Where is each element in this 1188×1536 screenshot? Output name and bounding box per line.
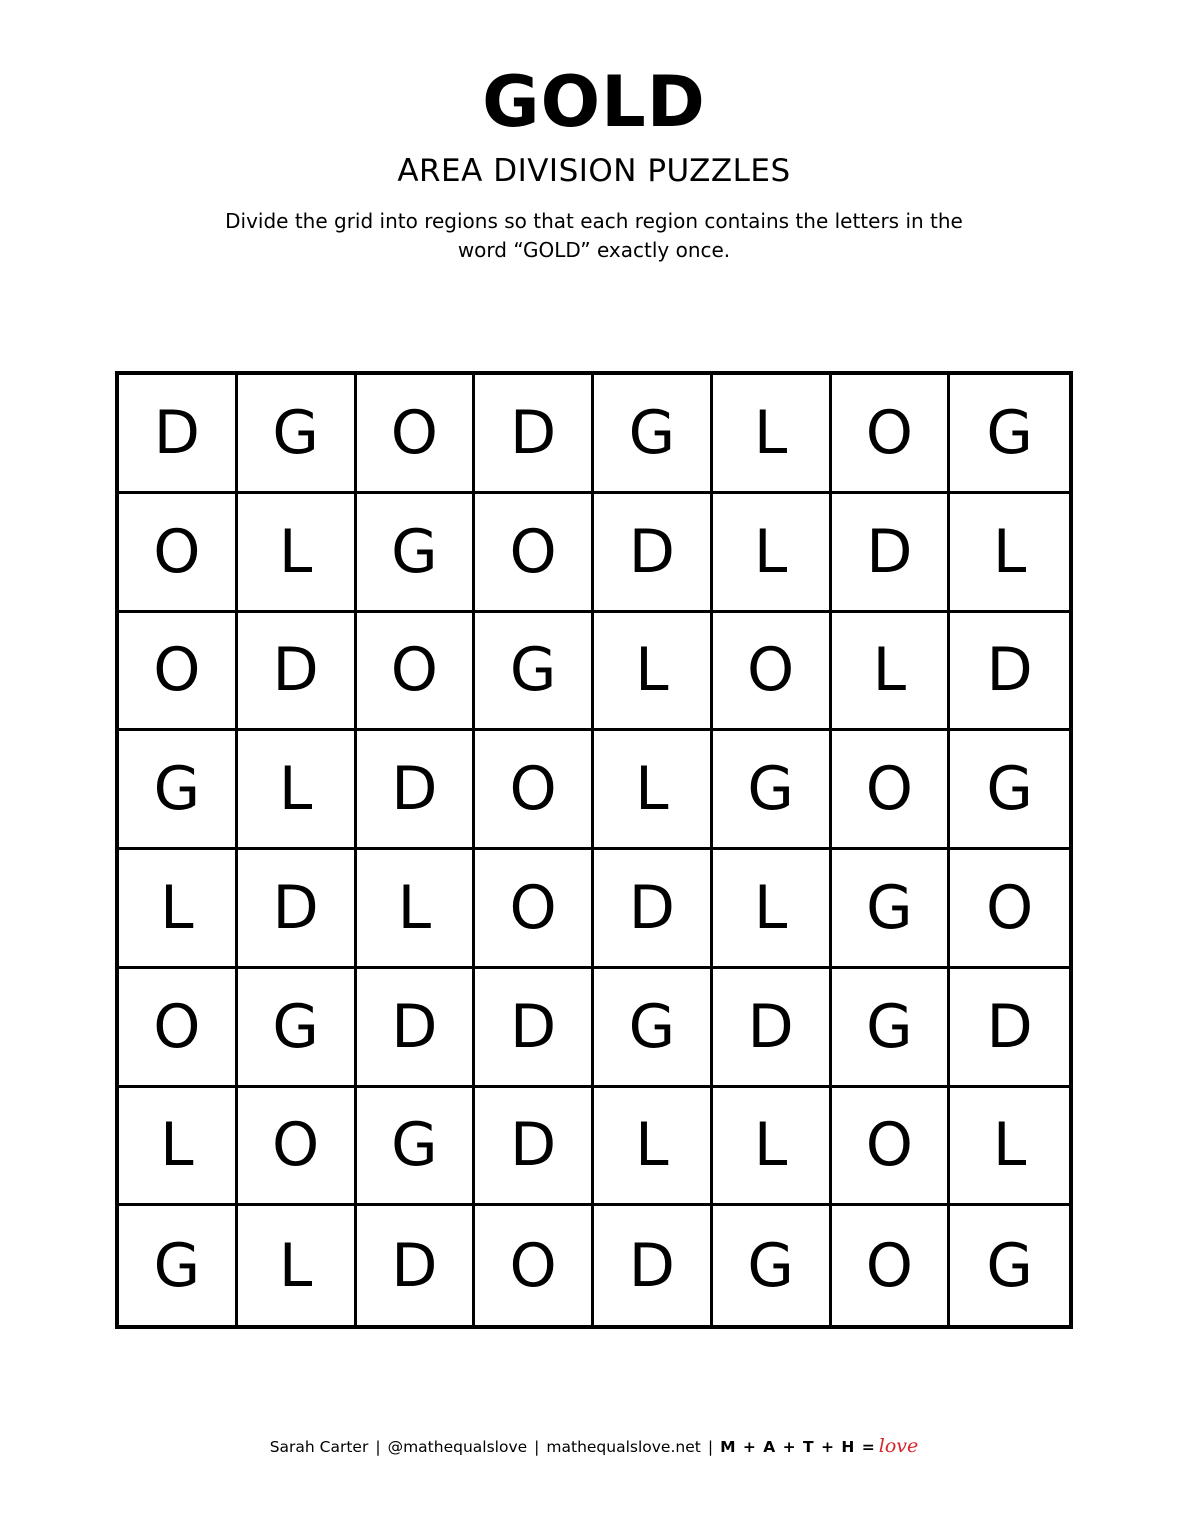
grid-cell[interactable]: L <box>238 1206 357 1325</box>
grid-cell[interactable]: O <box>950 850 1069 969</box>
grid-cell[interactable]: L <box>832 613 951 732</box>
grid-cell[interactable]: D <box>357 731 476 850</box>
grid-cell[interactable]: D <box>357 1206 476 1325</box>
grid-cell[interactable]: G <box>594 375 713 494</box>
grid-cell[interactable]: G <box>950 731 1069 850</box>
grid-cell[interactable]: G <box>713 1206 832 1325</box>
puzzle-grid <box>115 371 1073 1329</box>
grid-cell[interactable]: D <box>238 613 357 732</box>
grid-cell[interactable]: O <box>475 731 594 850</box>
grid-cell[interactable]: O <box>832 731 951 850</box>
grid-cell[interactable]: G <box>119 731 238 850</box>
grid-cell[interactable]: O <box>832 375 951 494</box>
grid-cell[interactable]: D <box>119 375 238 494</box>
grid-cell[interactable]: D <box>594 850 713 969</box>
instructions-line-1: Divide the grid into regions so that each region contains the letters in the <box>225 209 963 233</box>
grid-cell[interactable]: L <box>713 850 832 969</box>
grid-cell[interactable]: O <box>119 613 238 732</box>
grid-cell[interactable]: D <box>357 969 476 1088</box>
grid-cell[interactable]: O <box>713 613 832 732</box>
grid-cell[interactable]: L <box>238 731 357 850</box>
grid-cell[interactable]: D <box>475 375 594 494</box>
grid-cell[interactable]: O <box>357 613 476 732</box>
grid-cell[interactable]: D <box>950 969 1069 1088</box>
grid-cell[interactable]: L <box>594 613 713 732</box>
grid-cell[interactable]: L <box>119 850 238 969</box>
footer-separator: | <box>707 1438 714 1456</box>
grid-cell[interactable]: L <box>713 1088 832 1207</box>
grid-cell[interactable]: G <box>475 613 594 732</box>
grid-cell[interactable]: D <box>713 969 832 1088</box>
footer-handle: @mathequalslove <box>387 1438 528 1456</box>
grid-cell[interactable]: D <box>950 613 1069 732</box>
grid-cell[interactable]: D <box>475 969 594 1088</box>
grid-cell[interactable]: O <box>475 494 594 613</box>
grid-cell[interactable]: G <box>832 969 951 1088</box>
grid-cell[interactable]: G <box>986 1230 1033 1301</box>
grid-cell[interactable]: G <box>594 969 713 1088</box>
grid-cell[interactable]: G <box>238 969 357 1088</box>
footer-separator: | <box>375 1438 381 1456</box>
grid-cell[interactable]: O <box>832 1206 951 1325</box>
grid-cell[interactable]: L <box>119 1088 238 1207</box>
grid-cell[interactable]: O <box>357 375 476 494</box>
grid-cell[interactable]: D <box>594 494 713 613</box>
grid-cell[interactable]: G <box>713 731 832 850</box>
instructions-line-2: word “GOLD” exactly once. <box>457 238 731 262</box>
grid-cell[interactable]: O <box>832 1088 951 1207</box>
grid-cell[interactable]: O <box>475 1206 594 1325</box>
grid-cell[interactable]: D <box>832 494 951 613</box>
grid-cell[interactable]: O <box>238 1088 357 1207</box>
grid-cell[interactable]: O <box>475 850 594 969</box>
grid-cell[interactable]: L <box>950 1088 1069 1207</box>
grid-cell[interactable]: D <box>475 1088 594 1207</box>
grid-cell[interactable]: O <box>119 969 238 1088</box>
footer <box>0 1432 1188 1461</box>
brand-logo-text: M + A + T + H = <box>720 1438 876 1456</box>
footer-author: Sarah Carter <box>269 1438 369 1456</box>
grid-cell[interactable]: L <box>950 494 1069 613</box>
grid-cell[interactable]: L <box>594 731 713 850</box>
page-title: GOLD <box>482 61 706 143</box>
grid-cell[interactable]: G <box>357 494 476 613</box>
grid-cell[interactable]: D <box>594 1206 713 1325</box>
grid-cell[interactable]: L <box>713 494 832 613</box>
brand-logo-love: love <box>878 1435 919 1457</box>
grid-cell[interactable]: L <box>238 494 357 613</box>
grid-cell[interactable]: L <box>594 1088 713 1207</box>
instructions <box>170 207 1018 265</box>
footer-website: mathequalslove.net <box>546 1438 701 1456</box>
grid-cell[interactable]: G <box>119 1206 238 1325</box>
grid-cell[interactable]: L <box>357 850 476 969</box>
footer-separator: | <box>534 1438 540 1456</box>
grid-cell[interactable]: L <box>713 375 832 494</box>
grid-cell[interactable]: G <box>238 375 357 494</box>
page-subtitle: AREA DIVISION PUZZLES <box>397 153 791 189</box>
grid-cell[interactable]: G <box>832 850 951 969</box>
grid-cell[interactable]: D <box>238 850 357 969</box>
grid-cell[interactable]: G <box>950 375 1069 494</box>
grid-cell[interactable]: G <box>357 1088 476 1207</box>
grid-cell[interactable]: O <box>119 494 238 613</box>
